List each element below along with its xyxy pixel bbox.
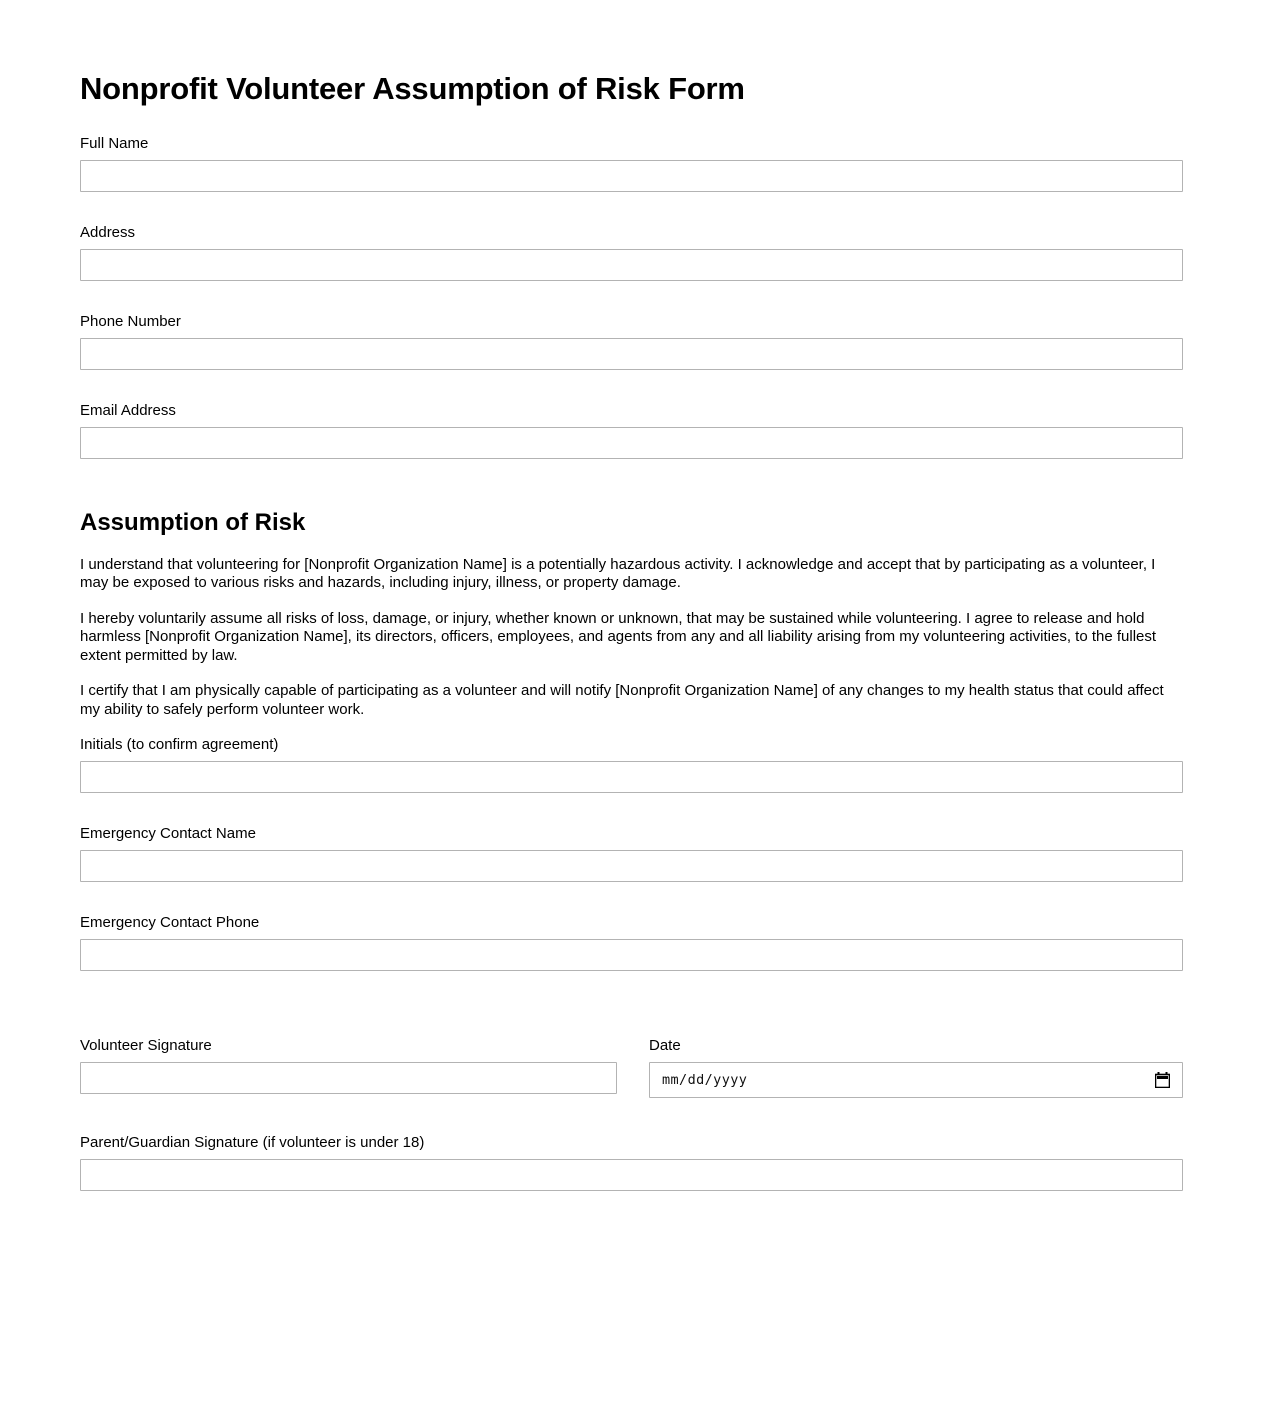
risk-paragraph-2: I hereby voluntarily assume all risks of loss, damage, or injury, whether known or unknown, that may be sustained while volunteering. I agree to release and hold harmless [Nonprofit Organization Name], its directors, officers, employees, and agents from any and all liability arising from my volunteering activities, to the fullest extent permitted by law. [80, 609, 1157, 664]
email-address-input[interactable] [80, 427, 1183, 459]
page-title: Nonprofit Volunteer Assumption of Risk Form [80, 71, 745, 106]
field-label-emergency-contact-name: Emergency Contact Name [80, 825, 256, 843]
date-input[interactable] [649, 1062, 1183, 1098]
field-guardian-signature [80, 1134, 1183, 1191]
field-date [649, 1037, 1183, 1098]
field-label-emergency-contact-phone: Emergency Contact Phone [80, 914, 260, 932]
full-name-input[interactable] [80, 160, 1183, 192]
field-email-address [80, 402, 1183, 459]
field-phone-number [80, 313, 1183, 370]
address-input[interactable] [80, 249, 1183, 281]
field-label-date: Date [649, 1037, 681, 1055]
field-volunteer-signature [80, 1037, 617, 1094]
section-title-assumption-of-risk: Assumption of Risk [80, 509, 306, 537]
field-emergency-contact-name [80, 825, 1183, 882]
volunteer-signature-input[interactable] [80, 1062, 617, 1094]
risk-paragraph-1: I understand that volunteering for [Nonprofit Organization Name] is a potentially hazardous activity. I acknowledge and accept that by participating as a volunteer, I may be exposed to various risks and hazards, including injury, illness, or property damage. [80, 555, 1156, 592]
date-placeholder-text: mm/dd/yyyy [662, 1072, 748, 1089]
field-label-email-address: Email Address [80, 402, 176, 420]
field-address [80, 224, 1183, 281]
emergency-contact-phone-input[interactable] [80, 939, 1183, 971]
field-label-phone-number: Phone Number [80, 313, 181, 331]
section-spacer [80, 1003, 1183, 1037]
phone-number-input[interactable] [80, 338, 1183, 370]
field-full-name [80, 135, 1183, 192]
initials-input[interactable] [80, 761, 1183, 793]
field-label-address: Address [80, 224, 136, 242]
field-label-initials: Initials (to confirm agreement) [80, 736, 279, 754]
assumption-of-risk-section [80, 509, 1183, 719]
guardian-signature-input[interactable] [80, 1159, 1183, 1191]
field-label-volunteer-signature: Volunteer Signature [80, 1037, 212, 1055]
date-input-wrapper [649, 1062, 1183, 1098]
field-label-guardian-signature: Parent/Guardian Signature (if volunteer is under 18) [80, 1134, 425, 1152]
signature-date-row [80, 1037, 1183, 1098]
field-label-full-name: Full Name [80, 135, 149, 153]
field-initials [80, 736, 1183, 793]
emergency-contact-name-input[interactable] [80, 850, 1183, 882]
field-emergency-contact-phone [80, 914, 1183, 971]
risk-paragraph-3: I certify that I am physically capable of participating as a volunteer and will notify [Nonprofit Organization Name] of any changes to my health status that could affect my ability to safely perform volunteer work. [80, 682, 1164, 718]
